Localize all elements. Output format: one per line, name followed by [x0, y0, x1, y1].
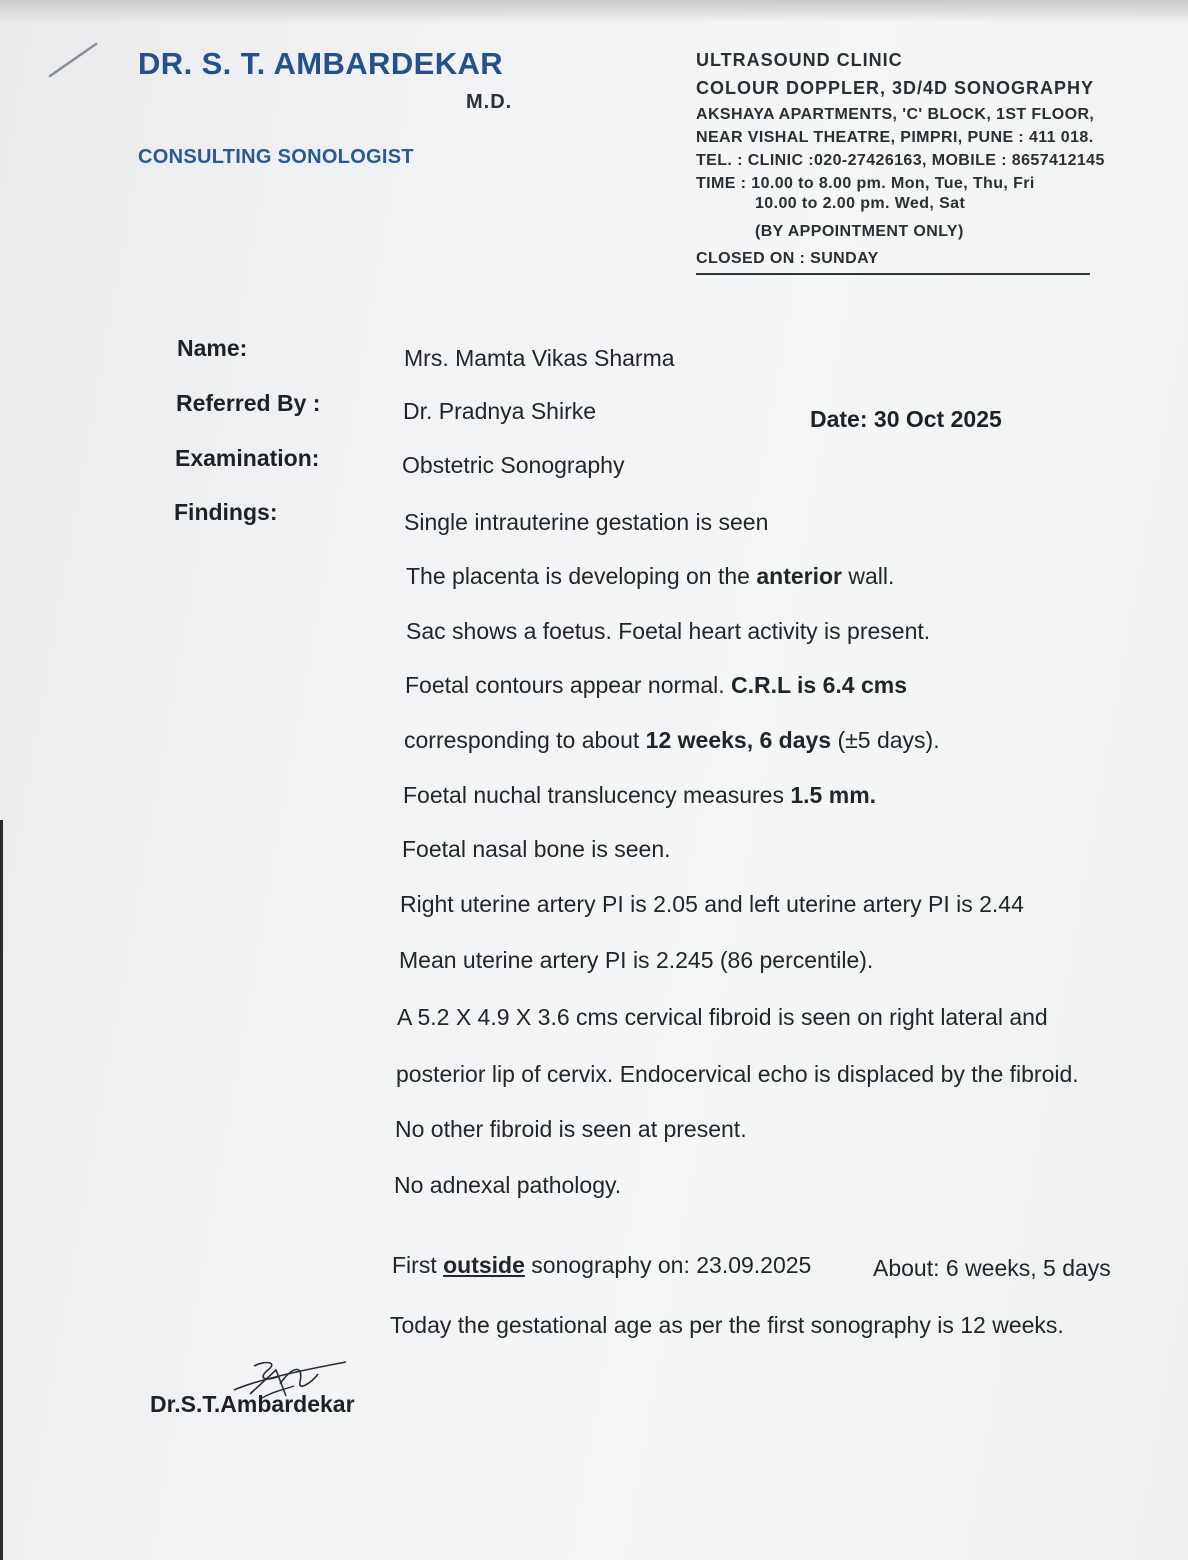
mobile-number: 8657412145 [1011, 152, 1105, 169]
findings-label: Findings: [174, 499, 278, 525]
doctor-designation: CONSULTING SONOLOGIST [138, 146, 414, 168]
clinic-services: COLOUR DOPPLER, 3D/4D SONOGRAPHY [696, 78, 1095, 98]
closed-label: CLOSED ON : [696, 250, 806, 267]
signatory-name: Dr.S.T.Ambardekar [150, 1391, 355, 1417]
referred-by-label: Referred By : [176, 390, 321, 416]
current-gestational-age: Today the gestational age as per the first sonography is 12 weeks. [390, 1312, 1064, 1338]
clinic-address-line2: NEAR VISHAL THEATRE, PIMPRI, PUNE : 411 018. [696, 129, 1094, 146]
finding-crl: C.R.L is 6.4 cms [731, 672, 908, 698]
date-value: 30 Oct 2025 [873, 406, 1002, 432]
clinic-time-line2: 10.00 to 2.00 pm. Wed, Sat [755, 195, 966, 212]
finding-nuchal [403, 782, 876, 809]
clinic-time-line1 [696, 175, 1035, 193]
tel-label: TEL. : [696, 152, 743, 169]
finding-gestation: Single intrauterine gestation is seen [404, 509, 769, 535]
doctor-degree: M.D. [466, 91, 513, 113]
tel-clinic: CLINIC :020-27426163, [747, 152, 927, 169]
finding-placenta-wall: wall. [848, 563, 895, 589]
finding-contours [405, 672, 907, 699]
first-sonography-age: About: 6 weeks, 5 days [873, 1255, 1111, 1281]
clinic-title: ULTRASOUND CLINIC [696, 50, 903, 70]
finding-adnexal: No adnexal pathology. [394, 1172, 622, 1198]
closed-line [696, 250, 879, 268]
referring-doctor: Dr. Pradnya Shirke [403, 398, 597, 424]
finding-mean-pi: Mean uterine artery PI is 2.245 (86 percentile). [399, 947, 874, 973]
finding-contours-text: Foetal contours appear normal. [405, 672, 725, 698]
finding-nuchal-text: Foetal nuchal translucency measures [403, 782, 784, 808]
header-divider [696, 273, 1090, 275]
examination-type: Obstetric Sonography [402, 452, 625, 478]
pen-stroke-mark [48, 40, 100, 80]
closed-day: SUNDAY [810, 250, 879, 267]
finding-fibroid-1: A 5.2 X 4.9 X 3.6 cms cervical fibroid is seen on right lateral and [397, 1004, 1048, 1030]
page-left-edge [0, 820, 3, 1560]
mobile-label: MOBILE : [931, 152, 1007, 169]
examination-label: Examination: [175, 445, 320, 471]
clinic-address-line1: AKSHAYA APARTMENTS, 'C' BLOCK, 1ST FLOOR, [696, 106, 1095, 123]
finding-gestational-age [404, 727, 940, 754]
finding-other-fibroid: No other fibroid is seen at present. [395, 1116, 747, 1142]
date-label: Date: [810, 406, 868, 432]
finding-nasal-bone: Foetal nasal bone is seen. [402, 836, 671, 862]
first-text: First [392, 1252, 437, 1278]
name-label: Name: [177, 335, 248, 361]
finding-foetus: Sac shows a foetus. Foetal heart activity is present. [406, 618, 931, 644]
clinic-phone-line [696, 152, 1105, 170]
finding-uterine-pi: Right uterine artery PI is 2.05 and left uterine artery PI is 2.44 [400, 891, 1024, 917]
time-label: TIME : [696, 175, 747, 192]
doctor-name-heading: DR. S. T. AMBARDEKAR [138, 46, 504, 81]
patient-name: Mrs. Mamta Vikas Sharma [404, 345, 675, 371]
finding-age-text: corresponding to about [404, 727, 640, 753]
finding-fibroid-2: posterior lip of cervix. Endocervical echo is displaced by the fibroid. [396, 1061, 1079, 1087]
finding-age-value: 12 weeks, 6 days [645, 727, 832, 753]
time-weekdays: 10.00 to 8.00 pm. Mon, Tue, Thu, Fri [751, 175, 1035, 192]
outside-underlined: outside [443, 1252, 525, 1278]
finding-nuchal-value: 1.5 mm. [790, 782, 877, 808]
finding-placenta-text: The placenta is developing on the [406, 563, 750, 589]
finding-placenta-position: anterior [756, 563, 842, 589]
appointment-note: (BY APPOINTMENT ONLY) [755, 223, 964, 240]
first-sonography-line [392, 1252, 811, 1279]
finding-placenta [406, 563, 894, 590]
page-top-shadow [0, 0, 1188, 24]
first-sonography-date: sonography on: 23.09.2025 [531, 1252, 812, 1278]
finding-age-range: (±5 days). [837, 727, 940, 753]
report-date [810, 406, 1002, 433]
